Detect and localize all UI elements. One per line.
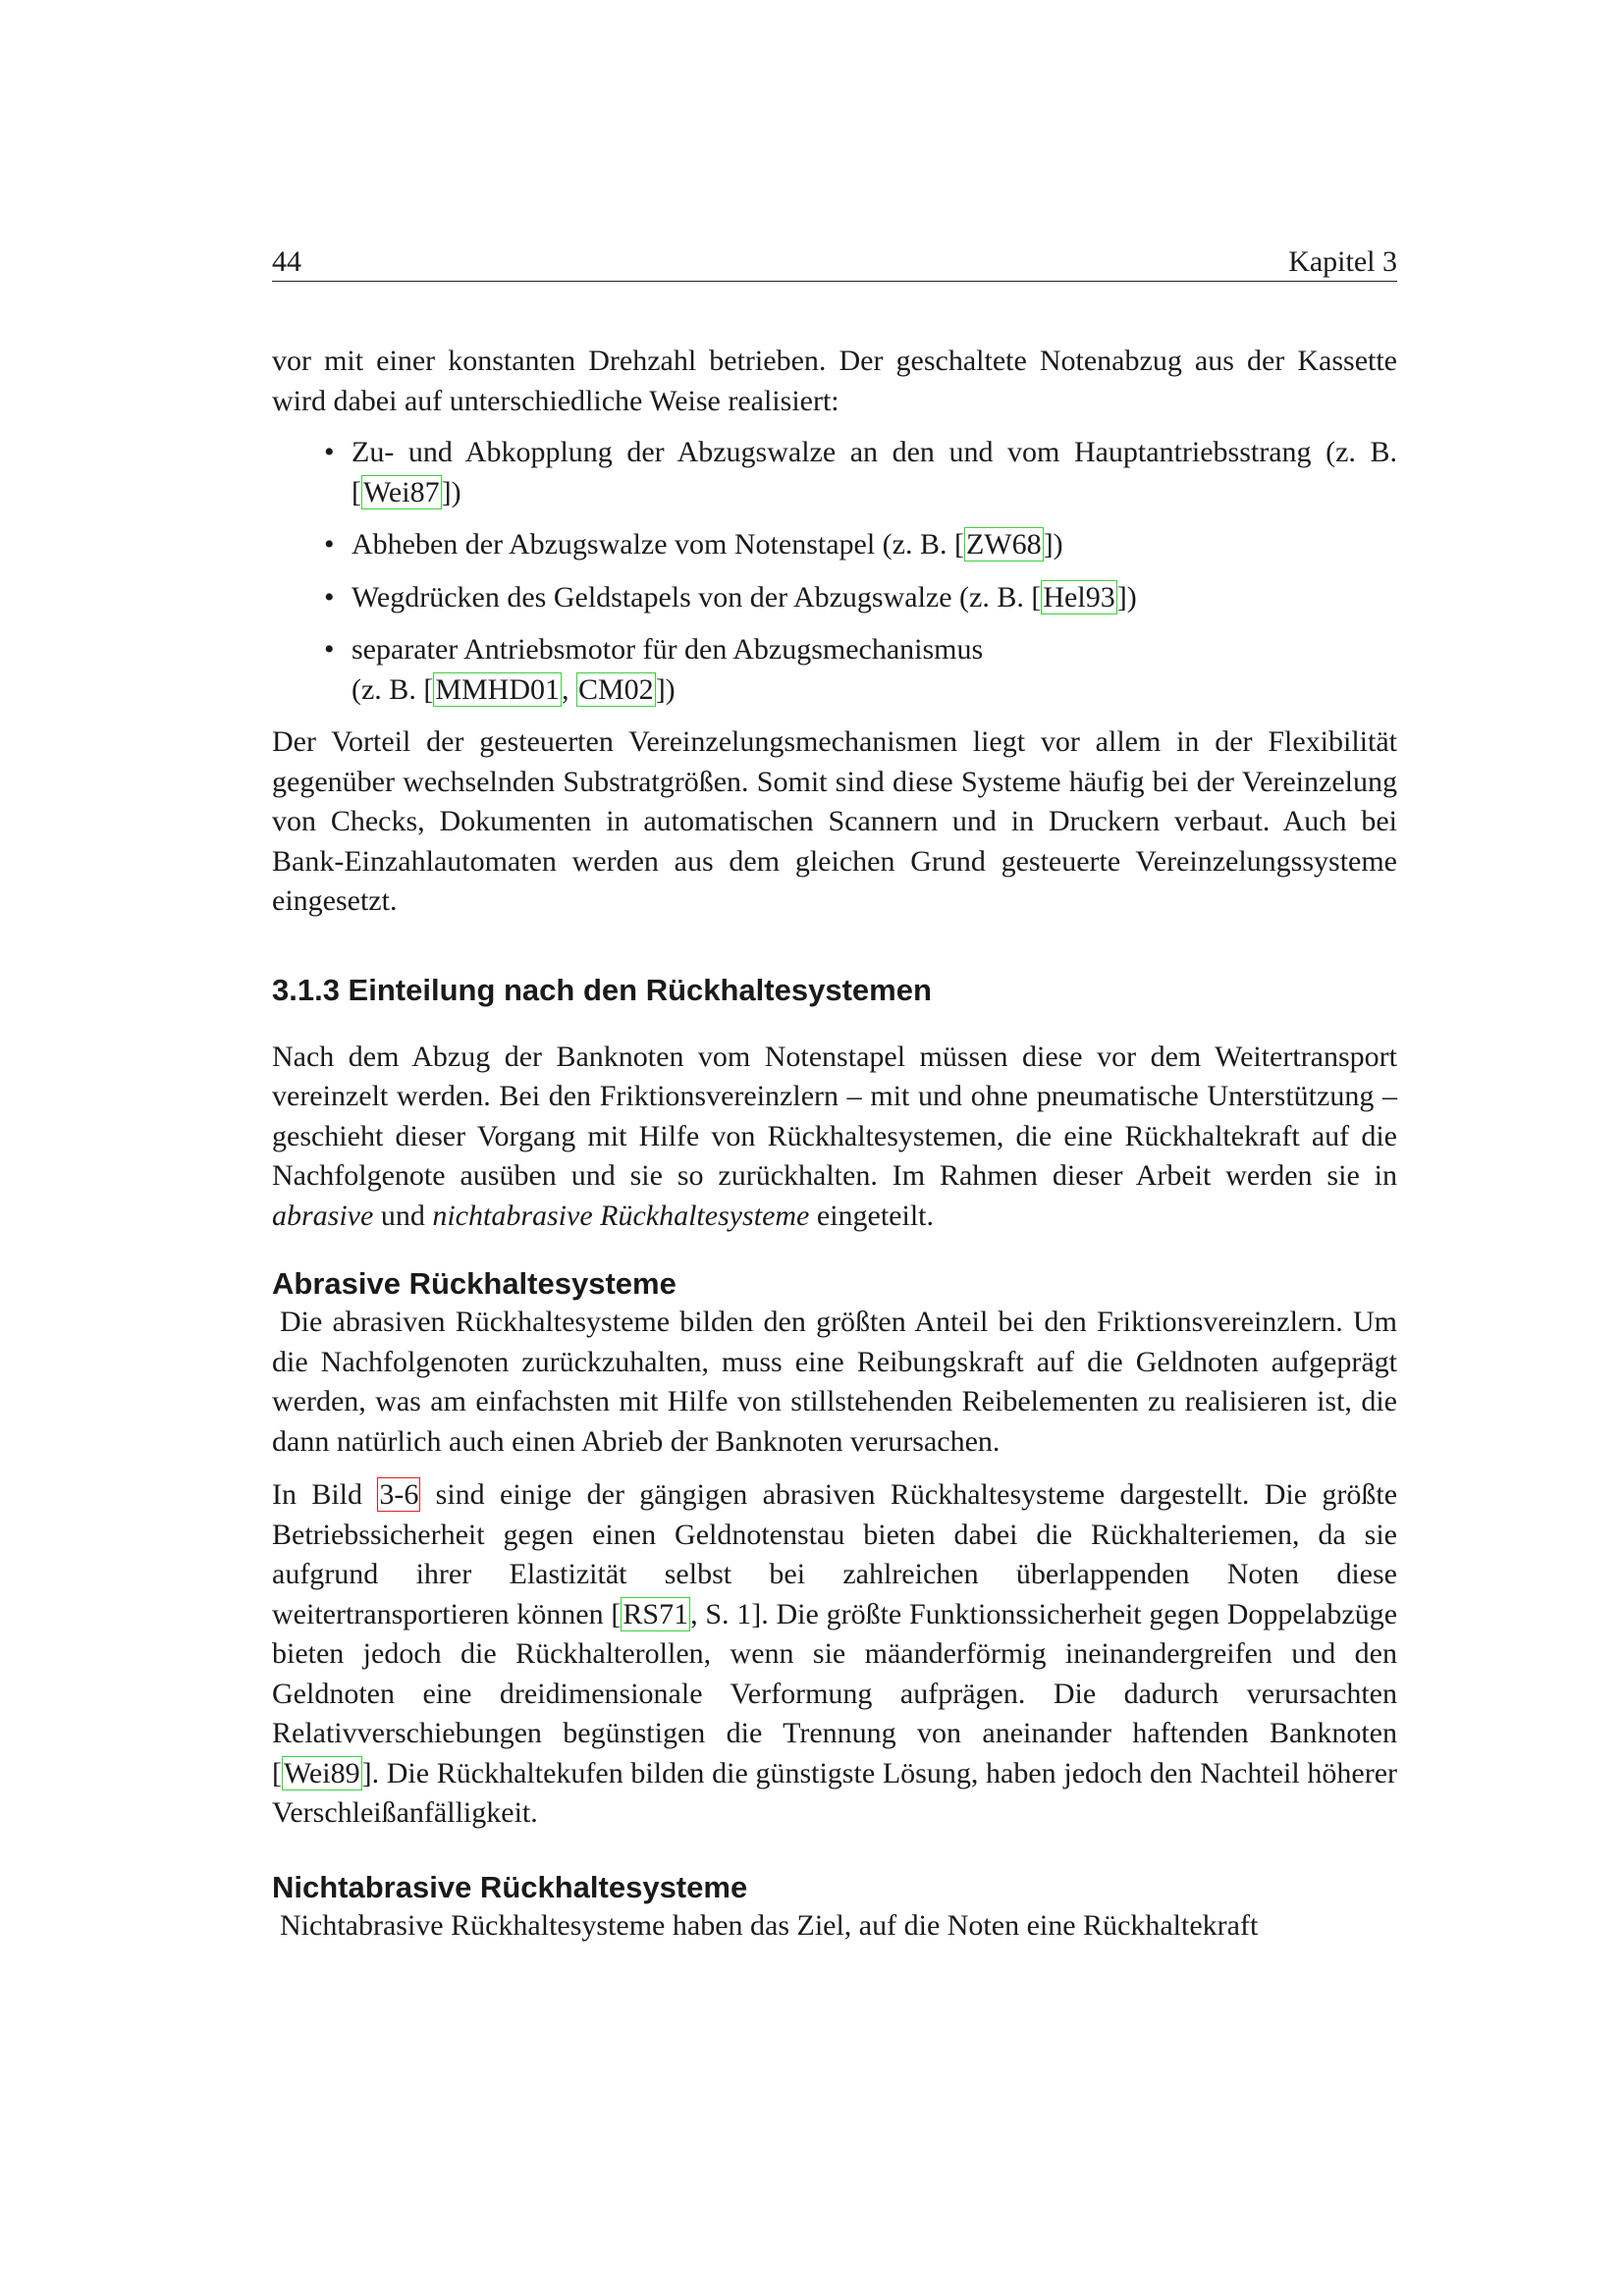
citation-link[interactable]: CM02 (578, 672, 654, 706)
figure-reference-link[interactable]: 3-6 (379, 1478, 419, 1511)
paragraph-nichtabrasive-1: Nichtabrasive Rückhaltesysteme haben das Ziel, auf die Noten eine Rückhaltekraft (280, 1908, 1259, 1942)
citation-link[interactable]: Hel93 (1043, 580, 1115, 614)
paragraph-abrasive-1: Die abrasiven Rückhaltesysteme bilden den größten Anteil bei den Friktionsvereinzlern. Um die Nachfolgenoten zurückzuhalten, muss eine Reibungskraft auf die Geldnoten aufgeprägt werden, was am einfachsten mit Hilfe von stillstehenden Reibelementen zu realisieren ist, die dann natürlich auch einen Abrieb der Banknoten verursachen. (272, 1306, 1397, 1458)
list-item: • Zu- und Abkopplung der Abzugswalze an den und vom Hauptantriebsstrang (z. B. [Wei87]) (272, 433, 1397, 512)
running-header (272, 245, 1397, 282)
section-heading: 3.1.3 Einteilung nach den Rückhaltesystemen (272, 972, 932, 1007)
paragraph-einteilung: Nach dem Abzug der Banknoten vom Notenstapel müssen diese vor dem Weitertransport vereinzelt werden. Bei den Friktionsvereinzlern – mit und ohne pneumatische Unterstützung – geschieht dieser Vorgang mit Hilfe von Rückhaltesystemen, die eine Rückhaltekraft auf die Nachfolgenote ausüben und sie so zurückhalten. Im Rahmen dieser Arbeit werden sie in abrasive und nichtabrasive Rückhaltesysteme eingeteilt. (272, 1040, 1397, 1232)
subheading-abrasive: Abrasive Rückhaltesysteme (272, 1266, 677, 1301)
page-body (272, 342, 1397, 1946)
list-item: • Wegdrücken des Geldstapels von der Abzugswalze (z. B. [Hel93]) (272, 578, 1397, 618)
list-item: • separater Antriebsmotor für den Abzugsmechanismus (z. B. [MMHD01, CM02]) (272, 630, 1397, 710)
citation-link[interactable]: RS71 (623, 1597, 689, 1630)
citation-link[interactable]: Wei89 (284, 1756, 360, 1789)
list-item: • Abheben der Abzugswalze vom Notenstapel (z. B. [ZW68]) (272, 525, 1397, 565)
paragraph-abrasive-2: In Bild 3-6 sind einige der gängigen abrasiven Rückhaltesysteme dargestellt. Die größte Betriebssicherheit gegen einen Geldnotenstau bieten dabei die Rückhalteriemen, da sie aufgrund ihrer Elastizität selbst bei zahlreichen überlappenden Noten diese weitertransportieren können [RS71, S. 1]. Die größte Funktionssicherheit gegen Doppelabzüge bieten jedoch die Rückhalterollen, wenn sie mäanderförmig ineinandergreifen und den Geldnoten eine dreidimensionale Verformung aufprägen. Die dadurch verursachten Relativverschiebungen begünstigen die Trennung von aneinander haftenden Banknoten [Wei89]. Die Rückhaltekufen bilden die günstigste Lösung, haben jedoch den Nachteil höherer Verschleißanfälligkeit. (272, 1478, 1398, 1829)
chapter-label: Kapitel 3 (1288, 245, 1397, 278)
bullet-list (272, 433, 1397, 710)
page-number: 44 (272, 245, 301, 278)
citation-link[interactable]: ZW68 (965, 528, 1042, 561)
subheading-nichtabrasive: Nichtabrasive Rückhaltesysteme (272, 1869, 748, 1904)
citation-link[interactable]: MMHD01 (435, 672, 560, 706)
paragraph-vorteil: Der Vorteil der gesteuerten Vereinzelungsmechanismen liegt vor allem in der Flexibilität gegenüber wechselnden Substratgrößen. Somit sind diese Systeme häufig bei der Vereinzelung von Checks, Dokumenten in automatischen Scannern und in Druckern verbaut. Auch bei Bank-Einzahlautomaten werden aus dem gleichen Grund gesteuerte Vereinzelungssysteme eingesetzt. (272, 725, 1397, 917)
citation-link[interactable]: Wei87 (363, 475, 440, 508)
intro-paragraph: vor mit einer konstanten Drehzahl betrieben. Der geschaltete Notenabzug aus der Kassette wird dabei auf unterschiedliche Weise realisiert: (272, 345, 1397, 417)
